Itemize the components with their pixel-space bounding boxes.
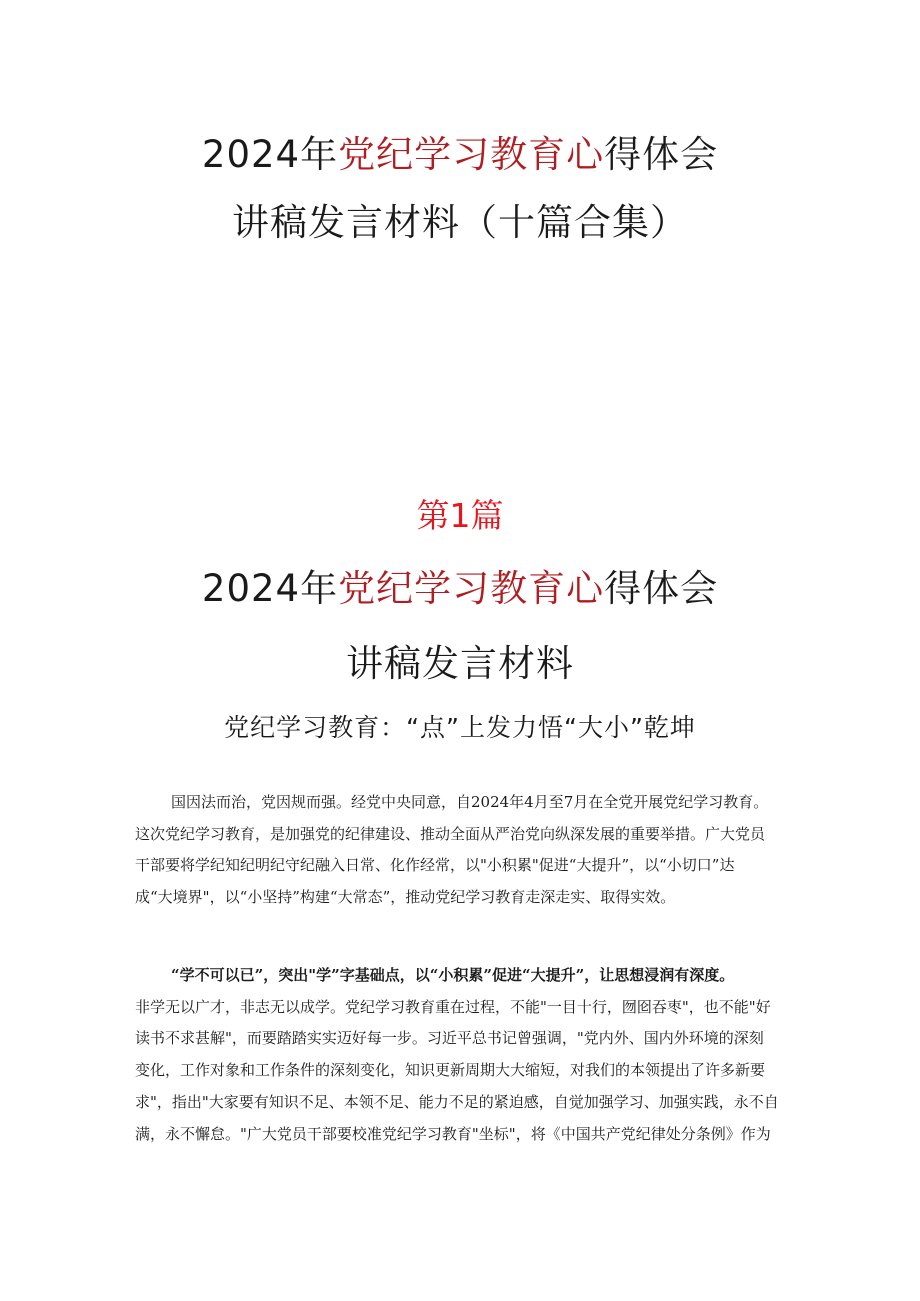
- cover-title-year: 2024年: [201, 133, 339, 176]
- section-title-line1: [0, 558, 920, 612]
- cover-title-line1: [0, 124, 920, 178]
- section-title-year: 2024年: [201, 567, 339, 610]
- cover-title-tail: 得体会: [604, 133, 719, 176]
- paragraph-line: 国因法而治，党因规而强。经党中央同意，自2024年4月至7月在全党开展党纪学习教育。: [171, 793, 769, 811]
- paragraph-line: 满，永不懈怠。"广大党员干部要校准党纪学习教育"坐标"，将《中国共产党纪律处分条例》作为: [135, 1124, 771, 1143]
- paragraph-heading: “学不可以已”，突出"学”字基础点，以“小积累”促进“大提升”，让思想浸润有深度。: [171, 966, 735, 984]
- paragraph-1: [135, 787, 795, 914]
- paragraph-line: 成“大境界"，以“小坚持”构建“大常态”，推动党纪学习教育走深走实、取得实效。: [135, 888, 676, 907]
- paragraph-line: 干部要将学纪知纪明纪守纪融入日常、化作经常，以"小积累"促进“大提升”，以“小切口”达: [135, 856, 735, 875]
- paragraph-line: 读书不求甚解"，而要踏踏实实迈好每一步。习近平总书记曾强调，"党内外、国内外环境的深刻: [135, 1029, 764, 1048]
- paragraph-2: [135, 960, 795, 1150]
- paragraph-line: 变化，工作对象和工作条件的深刻变化，知识更新周期大大缩短，对我们的本领提出了许多新要: [135, 1061, 766, 1080]
- paragraph-line: 这次党纪学习教育，是加强党的纪律建设、推动全面从严治党向纵深发展的重要举措。广大党员: [135, 824, 766, 843]
- section-subtitle: 党纪学习教育：“点”上发力悟“大小”乾坤: [224, 713, 696, 742]
- paragraph-line: 求"，指出"大家要有知识不足、本领不足、能力不足的紧迫感，自觉加强学习、加强实践，永不自: [135, 1092, 779, 1111]
- section-title-line2: 讲稿发言材料: [346, 642, 574, 685]
- cover-title-highlight: 党纪学习教育心: [338, 133, 605, 176]
- section-title-highlight: 党纪学习教育心: [338, 567, 605, 610]
- cover-title-line2: 讲稿发言材料（十篇合集）: [232, 201, 688, 244]
- section-title-tail: 得体会: [604, 567, 719, 610]
- section-number: 第1篇: [416, 496, 504, 535]
- paragraph-line: 非学无以广才，非志无以成学。党纪学习教育重在过程，不能"一目十行，囫囵吞枣"，也不能"好: [135, 997, 771, 1016]
